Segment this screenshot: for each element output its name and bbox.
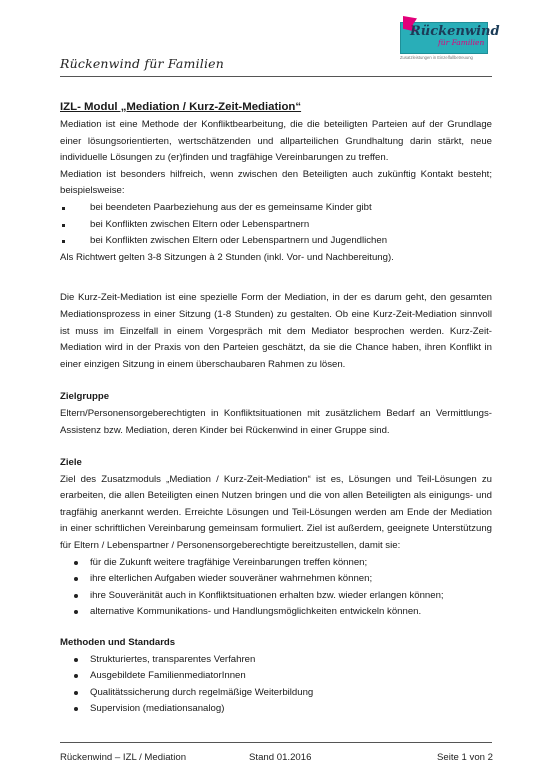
zielgruppe-text: Eltern/Personensorgeberechtigten in Konfliktsituationen mit zusätzlichem Bedarf an Vermittlungs-Assistenz bzw. Mediation, deren Kinder bei Rückenwind in einer Gruppe sind. (60, 407, 492, 436)
methoden-list (60, 652, 492, 718)
list-item: Qualitätssicherung durch regelmäßige Weiterbildung (60, 685, 492, 702)
header-brand: Rückenwind für Familien (60, 56, 225, 71)
list-item: Supervision (mediationsanalog) (60, 701, 492, 718)
logo-name: Rückenwind (410, 24, 500, 39)
ziele-text: Ziel des Zusatzmoduls „Mediation / Kurz-Zeit-Mediation“ ist es, Lösungen und Teil-Lösungen zu erarbeiten, die allen Beteiligten einen Nutzen bringen und die von allen Beteiligten als einigungs- und tragfähig anerkannt werden. Erreichte Lösungen und Teil-Lösungen werden am Ende der Mediation in einer schriftlichen Vereinbarung gemeinsam formuliert. Ziel ist außerdem, geeignete Unterstützung für Eltern / Lebenspartner / Personensorgeberechtigte bereitzustellen, damit sie: (60, 473, 492, 552)
richtwert-text: Als Richtwert gelten 3-8 Sitzungen à 2 Stunden (inkl. Vor- und Nachbereitung). (60, 251, 394, 263)
list-item: Strukturiertes, transparentes Verfahren (60, 652, 492, 669)
logo-subtitle: für Familien (438, 38, 485, 47)
intro-paragraph: Mediation ist besonders hilfreich, wenn zwischen den Beteiligten auch zukünftig Kontakt besteht; beispielsweise: (60, 168, 492, 197)
footer-divider (60, 742, 492, 743)
list-item: bei beendeten Paarbeziehung aus der es gemeinsame Kinder gibt (60, 200, 492, 217)
kurzzeit-paragraph: Die Kurz-Zeit-Mediation ist eine spezielle Form der Mediation, in der es darum geht, den gesamten Mediationsprozess in einer Sitzung (1-8 Stunden) zu gestalten. Ob eine Kurz-Zeit-Mediation sinnvoll ist muss im Einzelfall in einem Vorgespräch mit dem Mediator besprochen werden. Kurz-Zeit-Mediation wird in der Praxis von den Parteien geschätzt, da sie die Chance haben, ihren Konflikt in einer einzigen Sitzung in einem überschaubaren Rahmen zu lösen. (60, 292, 492, 370)
section-heading-methoden: Methoden und Standards (60, 637, 176, 649)
page-title: IZL- Modul „Mediation / Kurz-Zeit-Mediation“ (60, 101, 302, 113)
section-heading-ziele: Ziele (60, 457, 82, 469)
footer-date: Stand 01.2016 (249, 752, 312, 763)
section-heading-zielgruppe: Zielgruppe (60, 391, 110, 403)
list-item: ihre Souveränität auch in Konfliktsituationen erhalten bzw. wieder erlangen können; (60, 588, 492, 605)
header-divider (60, 76, 492, 77)
list-item: bei Konflikten zwischen Eltern oder Lebenspartnern und Jugendlichen (60, 233, 492, 250)
examples-list (60, 200, 492, 250)
ziele-list (60, 555, 492, 621)
list-item: ihre elterlichen Aufgaben wieder souveräner wahrnehmen können; (60, 571, 492, 588)
page-number: Seite 1 von 2 (437, 752, 494, 763)
footer-left: Rückenwind – IZL / Mediation (60, 752, 187, 763)
document-body (60, 98, 492, 718)
list-item: Ausgebildete FamilienmediatorInnen (60, 668, 492, 685)
intro-paragraph: Mediation ist eine Methode der Konfliktbearbeitung, die die beteiligten Parteien auf der Grundlage einer lösungsorientierten, wertschätzenden und allparteilichen Grundhaltung darin stärkt, neue individuelle Lösungen zu (er)finden und tragfähige Vereinbarungen zu treffen. (60, 119, 492, 164)
list-item: bei Konflikten zwischen Eltern oder Lebenspartnern (60, 217, 492, 234)
list-item: alternative Kommunikations- und Handlungsmöglichkeiten entwickeln können. (60, 604, 492, 621)
list-item: für die Zukunft weitere tragfähige Vereinbarungen treffen können; (60, 555, 492, 572)
rueckenwind-logo (400, 22, 500, 66)
logo-tagline: Zusatzleistungen in Einzelfallbetreuung (400, 55, 473, 60)
